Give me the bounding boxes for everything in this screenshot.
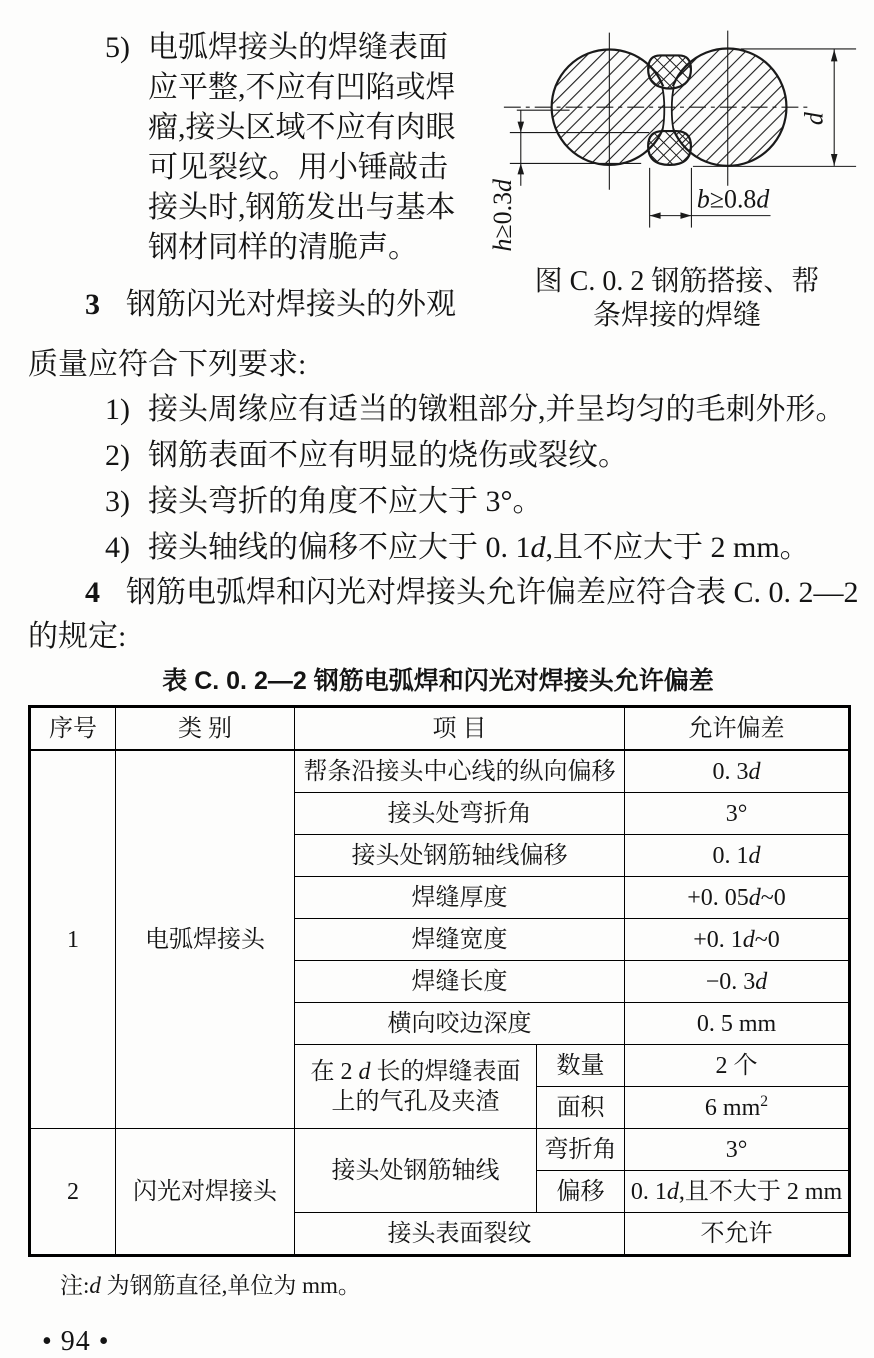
clause-item-5-line: 可见裂纹。用小锤敲击 — [148, 151, 448, 184]
left-text-column — [28, 28, 480, 333]
deviation-cell: 0. 1d — [625, 835, 850, 877]
figure-caption-line1: 图 C. 0. 2 钢筋搭接、帮 — [534, 266, 820, 297]
item-cell: 横向咬边深度 — [295, 1003, 625, 1045]
serial-cell: 1 — [30, 750, 116, 1129]
deviation-cell: 6 $mm^2$ — [625, 1087, 850, 1129]
list-item-2: 2) 钢筋表面不应有明显的烧伤或裂纹。 — [105, 433, 874, 479]
deviation-cell: 0. 5 mm — [625, 1003, 850, 1045]
list-marker: 5) — [105, 31, 130, 64]
deviation-cell: +0. 1d~0 — [625, 919, 850, 961]
clause-3-continuation: 质量应符合下列要求: — [28, 348, 307, 381]
table-header-row — [30, 707, 850, 751]
tolerance-table — [28, 705, 851, 1257]
clause-item-5 — [105, 28, 480, 268]
bottom-weld-seam — [648, 131, 691, 165]
deviation-cell: 3° — [625, 793, 850, 835]
item-cell: 焊缝长度 — [295, 961, 625, 1003]
deviation-cell: 0. 3d — [625, 750, 850, 793]
item-cell: 接头处钢筋轴线偏移 — [295, 835, 625, 877]
item-cell: 在 2 d 长的焊缝表面 上的气孔及夹渣 — [295, 1045, 537, 1129]
item-cell: 接头处钢筋轴线 — [295, 1129, 537, 1213]
top-weld-seam — [648, 55, 691, 88]
figure-column — [480, 28, 874, 333]
item-cell: 接头表面裂纹 — [295, 1213, 625, 1256]
header-allowed-deviation: 允许偏差 — [625, 707, 850, 751]
deviation-cell: 不允许 — [625, 1213, 850, 1256]
sub-item-cell: 偏移 — [537, 1171, 625, 1213]
dimension-label-h: h≥0.3d — [487, 179, 517, 252]
rebar-cross-sections — [504, 31, 856, 228]
header-category: 类 别 — [116, 707, 295, 751]
clause-item-5-line: 接头时,钢筋发出与基本 — [148, 191, 456, 224]
dimension-label-b: b≥0.8d — [696, 184, 770, 214]
list-marker: 1) — [105, 393, 130, 426]
clause-number: 3 — [85, 288, 100, 321]
deviation-cell: 0. 1d,且不大于 2 mm — [625, 1171, 850, 1213]
category-cell: 电弧焊接头 — [116, 750, 295, 1129]
clause-3-heading: 3 钢筋闪光对焊接头的外观 — [85, 288, 456, 321]
item-cell: 焊缝厚度 — [295, 877, 625, 919]
list-item-1: 1) 接头周缘应有适当的镦粗部分,并呈均匀的毛刺外形。 — [105, 387, 874, 433]
deviation-cell: −0. 3d — [625, 961, 850, 1003]
clause-4-continuation: 的规定: — [28, 620, 127, 653]
header-serial: 序号 — [30, 707, 116, 751]
category-cell: 闪光对焊接头 — [116, 1129, 295, 1256]
item-cell: 帮条沿接头中心线的纵向偏移 — [295, 750, 625, 793]
sub-item-cell: 弯折角 — [537, 1129, 625, 1171]
top-section — [28, 28, 874, 333]
serial-cell: 2 — [30, 1129, 116, 1256]
clause-item-5-line: 钢材同样的清脆声。 — [148, 231, 418, 264]
sub-item-cell: 数量 — [537, 1045, 625, 1087]
clause-item-5-line: 瘤,接头区域不应有肉眼 — [148, 111, 456, 144]
dimension-label-d: d — [799, 112, 829, 126]
item-cell: 接头处弯折角 — [295, 793, 625, 835]
clause-3-list — [28, 387, 874, 571]
sub-item-cell: 面积 — [537, 1087, 625, 1129]
clause-item-5-line: 应平整,不应有凹陷或焊 — [148, 71, 456, 104]
table-title: 表 C. 0. 2—2 钢筋电弧焊和闪光对焊接头允许偏差 — [162, 667, 714, 695]
weld-joint-diagram — [480, 28, 874, 260]
clause-number: 4 — [85, 576, 100, 609]
table-row — [30, 750, 850, 793]
item-cell: 焊缝宽度 — [295, 919, 625, 961]
clause-4-heading: 4 钢筋电弧焊和闪光对焊接头允许偏差应符合表 C. 0. 2—2 — [85, 576, 859, 609]
table-note: 注:d 为钢筋直径,单位为 mm。 — [60, 1273, 361, 1298]
list-item-4: 4) 接头轴线的偏移不应大于 0. 1d,且不应大于 2 mm。 — [105, 525, 874, 571]
header-item: 项 目 — [295, 707, 625, 751]
list-marker: 2) — [105, 439, 130, 472]
list-marker: 4) — [105, 531, 130, 564]
list-marker: 3) — [105, 485, 130, 518]
table-row — [30, 1129, 850, 1171]
list-item-3: 3) 接头弯折的角度不应大于 3°。 — [105, 479, 874, 525]
deviation-cell: 2 个 — [625, 1045, 850, 1087]
page-number: • 94 • — [42, 1326, 110, 1357]
deviation-cell: +0. 05d~0 — [625, 877, 850, 919]
clause-item-5-line: 5) 电弧焊接头的焊缝表面 — [105, 28, 480, 68]
deviation-cell: 3° — [625, 1129, 850, 1171]
figure-caption-line2: 条焊接的焊缝 — [592, 300, 761, 331]
